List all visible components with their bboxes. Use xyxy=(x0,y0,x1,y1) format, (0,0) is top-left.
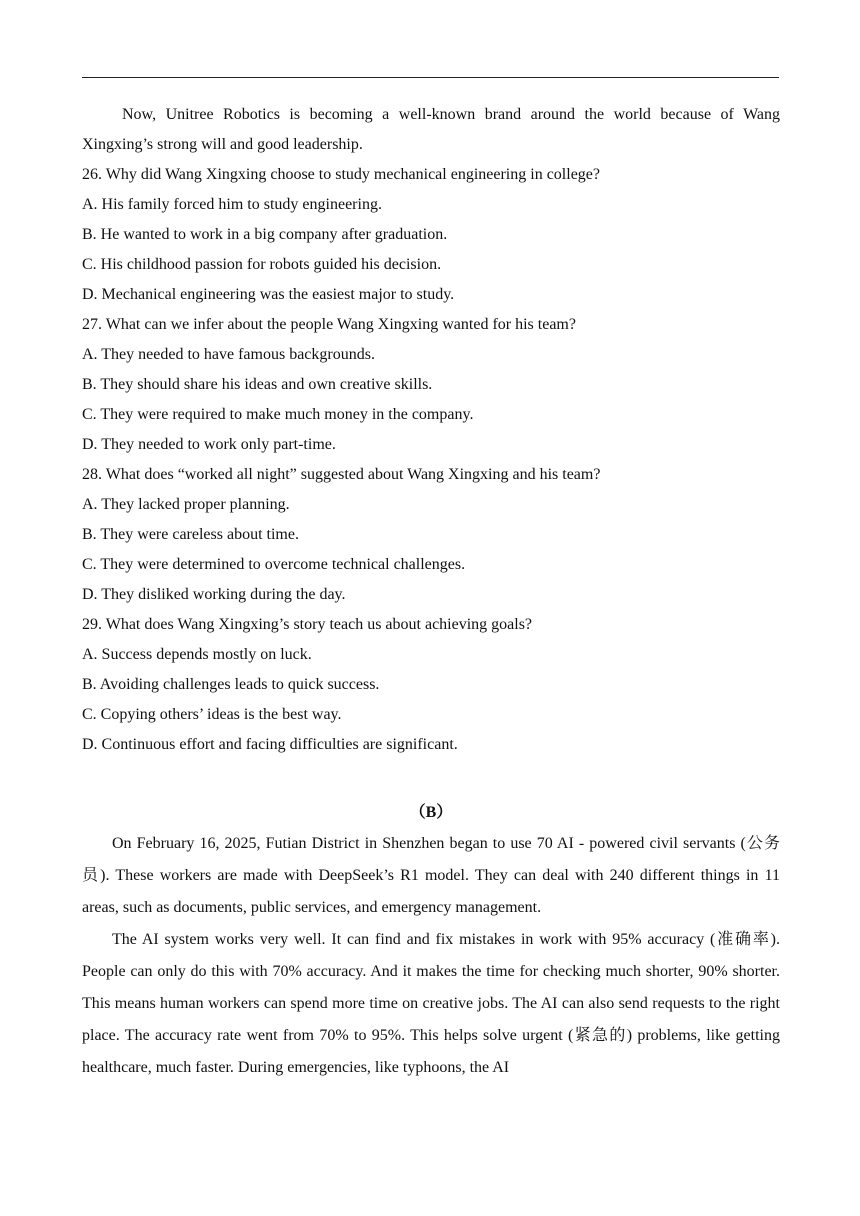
option-a: A. His family forced him to study engineering. xyxy=(82,196,382,213)
option-b: B. Avoiding challenges leads to quick success. xyxy=(82,676,380,693)
section-b-paragraph-2: The AI system works very well. It can find and fix mistakes in work with 95% accuracy (准确率). People can only do this with 70% accuracy. And it makes the time for checking much shorter, 90% shorter. This means human workers can spend more time on creative jobs. The AI can also send requests to the right place. The accuracy rate went from 70% to 95%. This helps solve urgent (紧急的) problems, like getting healthcare, much faster. During emergencies, like typhoons, the AI xyxy=(82,931,780,1076)
question-stem: 27. What can we infer about the people Wang Xingxing wanted for his team? xyxy=(82,316,576,333)
option-d: D. They needed to work only part-time. xyxy=(82,436,336,453)
question-stem: 26. Why did Wang Xingxing choose to study mechanical engineering in college? xyxy=(82,166,600,183)
intro-paragraph: Now, Unitree Robotics is becoming a well-known brand around the world because of Wang Xingxing’s strong will and good leadership. xyxy=(82,106,780,153)
option-d: D. Continuous effort and facing difficulties are significant. xyxy=(82,736,458,753)
header-rule xyxy=(82,77,779,78)
option-d: D. They disliked working during the day. xyxy=(82,586,346,603)
option-c: C. His childhood passion for robots guided his decision. xyxy=(82,256,442,273)
question-stem: 29. What does Wang Xingxing’s story teach us about achieving goals? xyxy=(82,616,533,633)
document-body xyxy=(82,100,780,1084)
option-c: C. Copying others’ ideas is the best way. xyxy=(82,706,342,723)
question-stem: 28. What does “worked all night” suggested about Wang Xingxing and his team? xyxy=(82,466,601,483)
section-b-title: （B） xyxy=(409,804,453,821)
option-b: B. They were careless about time. xyxy=(82,526,299,543)
option-b: B. He wanted to work in a big company after graduation. xyxy=(82,226,448,243)
section-b-paragraph-1: On February 16, 2025, Futian District in Shenzhen began to use 70 AI - powered civil servants (公务员). These workers are made with DeepSeek’s R1 model. They can deal with 240 different things in 11 areas, such as documents, public services, and emergency management. xyxy=(82,835,780,916)
option-b: B. They should share his ideas and own creative skills. xyxy=(82,376,433,393)
option-d: D. Mechanical engineering was the easiest major to study. xyxy=(82,286,455,303)
question-26 xyxy=(82,160,780,310)
question-29 xyxy=(82,610,780,760)
question-27 xyxy=(82,310,780,460)
question-28 xyxy=(82,460,780,610)
option-a: A. They lacked proper planning. xyxy=(82,496,290,513)
option-a: A. They needed to have famous backgrounds. xyxy=(82,346,375,363)
option-c: C. They were required to make much money in the company. xyxy=(82,406,474,423)
option-a: A. Success depends mostly on luck. xyxy=(82,646,312,663)
option-c: C. They were determined to overcome technical challenges. xyxy=(82,556,466,573)
